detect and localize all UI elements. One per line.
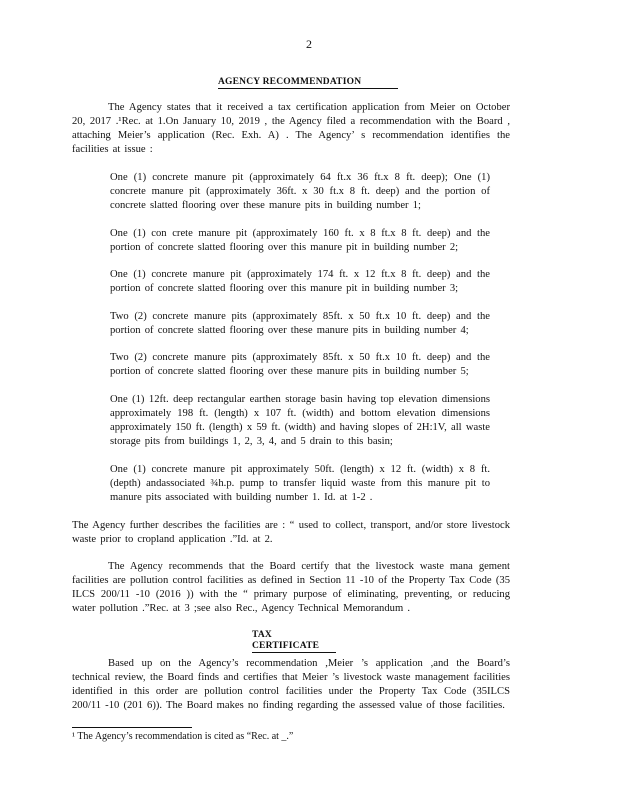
facility-item-4: Two (2) concrete manure pits (approximately 85ft. x 50 ft.x 10 ft. deep) and the portion of concrete slatted flooring over these manure pits in building number 4; (110, 311, 490, 336)
footnote: ¹ The Agency’s recommendation is cited as “Rec. at _.” (72, 731, 294, 742)
paragraph-further-description: The Agency further describes the facilities are : “ used to collect, transport, and/or store livestock waste prior to cropland application .”Id. at 2. (72, 520, 510, 545)
footnote-divider (72, 727, 192, 728)
section-heading-agency-recommendation: AGENCY RECOMMENDATION (218, 77, 398, 89)
facility-item-6: One (1) 12ft. deep rectangular earthen storage basin having top elevation dimensions approximately 198 ft. (length) x 107 ft. (width) and bottom elevation dimensions approximately 150 ft. (length) x 59 ft. (width) and having slopes of 2H:1V, all waste storage pits from buildings 1, 2, 3, 4, and 5 drain to this basin; (110, 394, 490, 447)
paragraph-certification (72, 657, 510, 713)
paragraph-certification-text: Based up on the Agency’s recommendation ,Meier ’s application ,and the Board’s technical review, the Board finds and certifies that Meier ’s livestock waste management facilities identified in this order are pollution control facilities under the Property Tax Code (35ILCS 200/11 -10 (201 6)). The Board makes no finding regarding the assessed value of those facilities. (72, 658, 510, 711)
page-number: 2 (306, 37, 312, 51)
paragraph-intro-text: The Agency states that it received a tax certification application from Meier on October 20, 2017 .¹Rec. at 1.On January 10, 2019 , the Agency filed a recommendation with the Board , attaching Meier’s application (Rec. Exh. A) . The Agency’ s recommendation identifies the facilities at issue : (72, 102, 510, 155)
paragraph-intro (72, 101, 510, 157)
facility-item-1: One (1) concrete manure pit (approximately 64 ft.x 36 ft.x 8 ft. deep); One (1) concrete manure pit (approximately 36ft. x 30 ft.x 8 ft. deep) and the portion of concrete slatted flooring over these manure pits in building number 1; (110, 172, 490, 211)
paragraph-recommendation-text: The Agency recommends that the Board certify that the livestock waste mana gement facilities are pollution control facilities as defined in Section 11 -10 of the Property Tax Code (35 ILCS 200/11 -10 (2016 )) with the “ primary purpose of eliminating, preventing, or reducing water pollution .”Rec. at 3 ;see also Rec., Agency Technical Memorandum . (72, 561, 510, 614)
facility-item-5: Two (2) concrete manure pits (approximately 85ft. x 50 ft.x 10 ft. deep) and the portion of concrete slatted flooring over these manure pits in building number 5; (110, 352, 490, 377)
facility-item-2: One (1) con crete manure pit (approximately 160 ft. x 8 ft.x 8 ft. deep) and the portion of concrete slatted flooring over this manure pit in building number 2; (110, 228, 490, 253)
paragraph-recommendation (72, 560, 510, 616)
section-heading-tax-certificate: TAX CERTIFICATE (252, 630, 336, 653)
facility-item-7: One (1) concrete manure pit approximately 50ft. (length) x 12 ft. (width) x 8 ft. (depth) andassociated ¾h.p. pump to transfer liquid waste from this manure pit to manure pits associated with building number 1. Id. at 1-2 . (110, 464, 490, 503)
facility-item-3: One (1) concrete manure pit (approximately 174 ft. x 12 ft.x 8 ft. deep) and the portion of concrete slatted flooring over this manure pit in building number 3; (110, 269, 490, 294)
